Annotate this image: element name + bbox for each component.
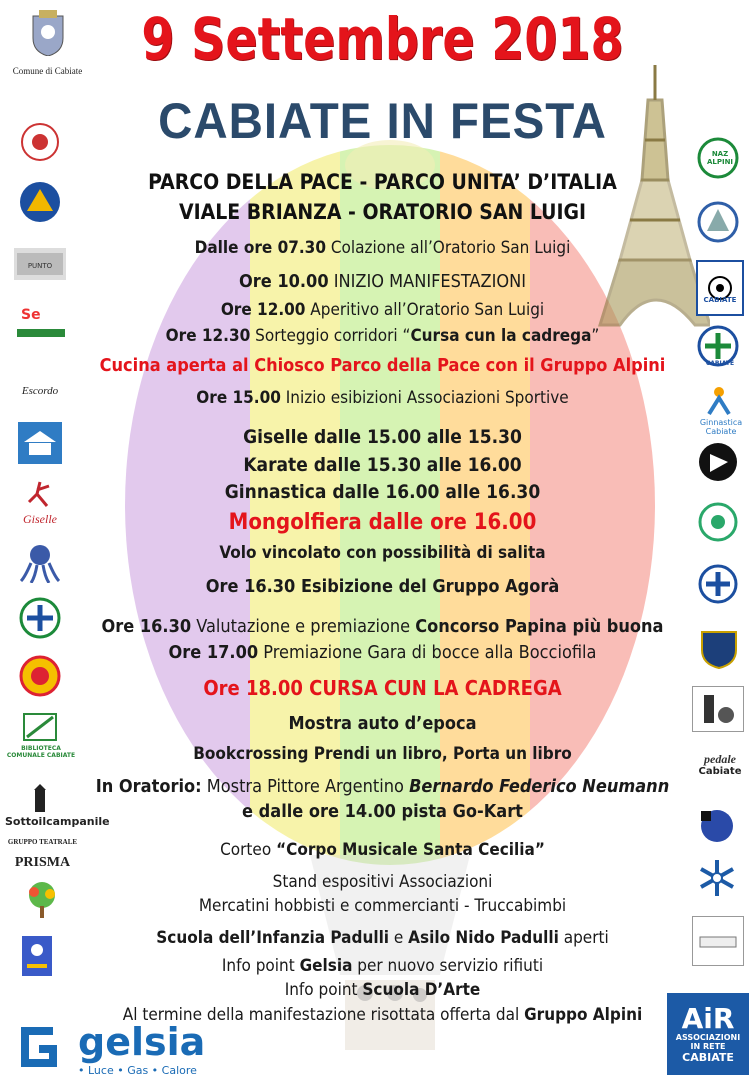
schedule-line: Karate dalle 15.30 alle 16.00 xyxy=(243,454,522,476)
snowflake-logo-icon xyxy=(694,858,740,898)
cabiate-calcio-label: CABIATE xyxy=(703,296,737,304)
cabiate-calcio-logo-icon xyxy=(696,260,744,316)
svg-text:PUNTO: PUNTO xyxy=(27,262,53,270)
prisma-label-top: GRUPPO TEATRALE xyxy=(7,838,78,846)
schedule-line: In Oratorio: Mostra Pittore Argentino Bernardo Federico Neumann xyxy=(95,776,670,797)
motorcycle-logo-icon xyxy=(694,806,740,846)
schedule-line: Ginnastica dalle 16.00 alle 16.30 xyxy=(224,481,541,503)
schedule-line: Bookcrossing Prendi un libro, Porta un libro xyxy=(193,744,572,764)
schedule-line: Giselle dalle 15.00 alle 15.30 xyxy=(243,426,522,448)
air-wordmark: AiR xyxy=(681,1001,735,1035)
schedule-line: Corteo “Corpo Musicale Santa Cecilia” xyxy=(220,840,545,860)
alpini-label: NAZ ALPINI xyxy=(706,150,734,166)
association-logo-icon xyxy=(16,300,66,340)
biblioteca-label: BIBLIOTECA COMUNALE CABIATE xyxy=(6,745,76,759)
gelsia-wordmark: gelsia xyxy=(78,1020,206,1064)
schedule-line: Ore 12.30 Sorteggio corridori “Cursa cun la cadrega” xyxy=(165,326,600,346)
gelsia-logo-icon xyxy=(12,1020,60,1074)
schedule-line: Info point Scuola D’Arte xyxy=(284,980,481,1000)
schedule-line: Info point Gelsia per nuovo servizio rifiuti xyxy=(221,956,544,976)
protezione-civile-icon xyxy=(18,180,62,224)
kitchen-notice: Cucina aperta al Chiosco Parco della Pace con il Gruppo Alpini xyxy=(99,355,666,376)
location-line-2: VIALE BRIANZA - ORATORIO SAN LUIGI xyxy=(178,200,587,224)
schedule-line: Ore 16.30 Valutazione e premiazione Concorso Papina più buona xyxy=(101,616,664,637)
schedule-line: Mercatini hobbisti e commercianti - Truccabimbi xyxy=(198,896,567,916)
schedule-line: e dalle ore 14.00 pista Go-Kart xyxy=(242,801,523,822)
association-logo-icon xyxy=(698,562,738,606)
svg-text:Se: Se xyxy=(21,307,41,323)
event-title: CABIATE IN FESTA xyxy=(158,93,607,149)
association-logo-icon xyxy=(692,916,744,966)
schedule-line: Ore 17.00 Premiazione Gara di bocce alla Bocciofila xyxy=(168,642,597,663)
prisma-label: PRISMA xyxy=(14,855,71,870)
event-date: 9 Settembre 2018 xyxy=(141,5,624,73)
association-label: CABIATE xyxy=(705,360,735,367)
association-logo-icon xyxy=(18,596,62,640)
tree-logo-icon xyxy=(22,880,62,920)
air-logo xyxy=(667,993,749,1075)
air-label-1: ASSOCIAZIONI xyxy=(675,1032,741,1042)
gelsia-tagline: • Luce • Gas • Calore xyxy=(78,1064,197,1077)
association-logo-icon xyxy=(18,654,62,698)
sottoilcampanile-label: Sottoilcampanile xyxy=(5,815,110,828)
bell-tower-icon xyxy=(25,783,55,813)
schedule-line: Ore 16.30 Esibizione del Gruppo Agorà xyxy=(205,576,560,597)
association-logo-icon xyxy=(698,442,738,482)
giselle-label: Giselle xyxy=(23,512,57,526)
pedale-label: pedale xyxy=(704,752,736,766)
association-logo-icon xyxy=(18,120,62,164)
schedule-line: Scuola dell’Infanzia Padulli e Asilo Nido Padulli aperti xyxy=(156,928,609,948)
ginnastica-logo-icon xyxy=(702,383,736,417)
race-highlight: Ore 18.00 CURSA CUN LA CADREGA xyxy=(203,676,562,700)
air-label-2: IN RETE xyxy=(690,1041,726,1051)
comune-crest-icon xyxy=(28,8,68,58)
ginnastica-label: Ginnastica Cabiate xyxy=(699,418,743,436)
association-logo-icon xyxy=(22,936,52,976)
schedule-line: Mostra auto d’epoca xyxy=(288,713,477,734)
library-logo-icon xyxy=(22,712,58,742)
association-logo-icon xyxy=(692,686,744,732)
location-line-1: PARCO DELLA PACE - PARCO UNITA’ D’ITALIA xyxy=(148,170,617,194)
pedale-city-label: Cabiate xyxy=(698,766,742,777)
association-logo-icon xyxy=(698,628,740,670)
escordo-label: Escordo xyxy=(21,385,59,397)
comune-label: Comune di Cabiate xyxy=(12,66,83,76)
schedule-line: Ore 12.00 Aperitivo all’Oratorio San Luigi xyxy=(220,300,545,320)
schedule-line: Dalle ore 07.30 Colazione all’Oratorio San Luigi xyxy=(194,238,571,258)
schedule-line: Ore 10.00 INIZIO MANIFESTAZIONI xyxy=(239,271,526,292)
giselle-dancer-icon xyxy=(20,480,60,510)
schedule-line: Volo vincolato con possibilità di salita xyxy=(219,543,546,563)
balloon-highlight: Mongolfiera dalle ore 16.00 xyxy=(228,510,537,535)
schedule-line: Ore 15.00 Inizio esibizioni Associazioni Sportive xyxy=(196,388,569,408)
association-logo-icon xyxy=(18,422,62,464)
schedule-line: Stand espositivi Associazioni xyxy=(272,872,493,892)
schedule-line: Al termine della manifestazione risottata offerta dal Gruppo Alpini xyxy=(122,1005,643,1025)
association-logo-icon xyxy=(696,200,740,244)
octopus-logo-icon xyxy=(18,540,62,584)
association-logo-icon xyxy=(14,248,66,280)
association-logo-icon xyxy=(698,502,738,542)
air-label-3: CABIATE xyxy=(682,1050,734,1064)
